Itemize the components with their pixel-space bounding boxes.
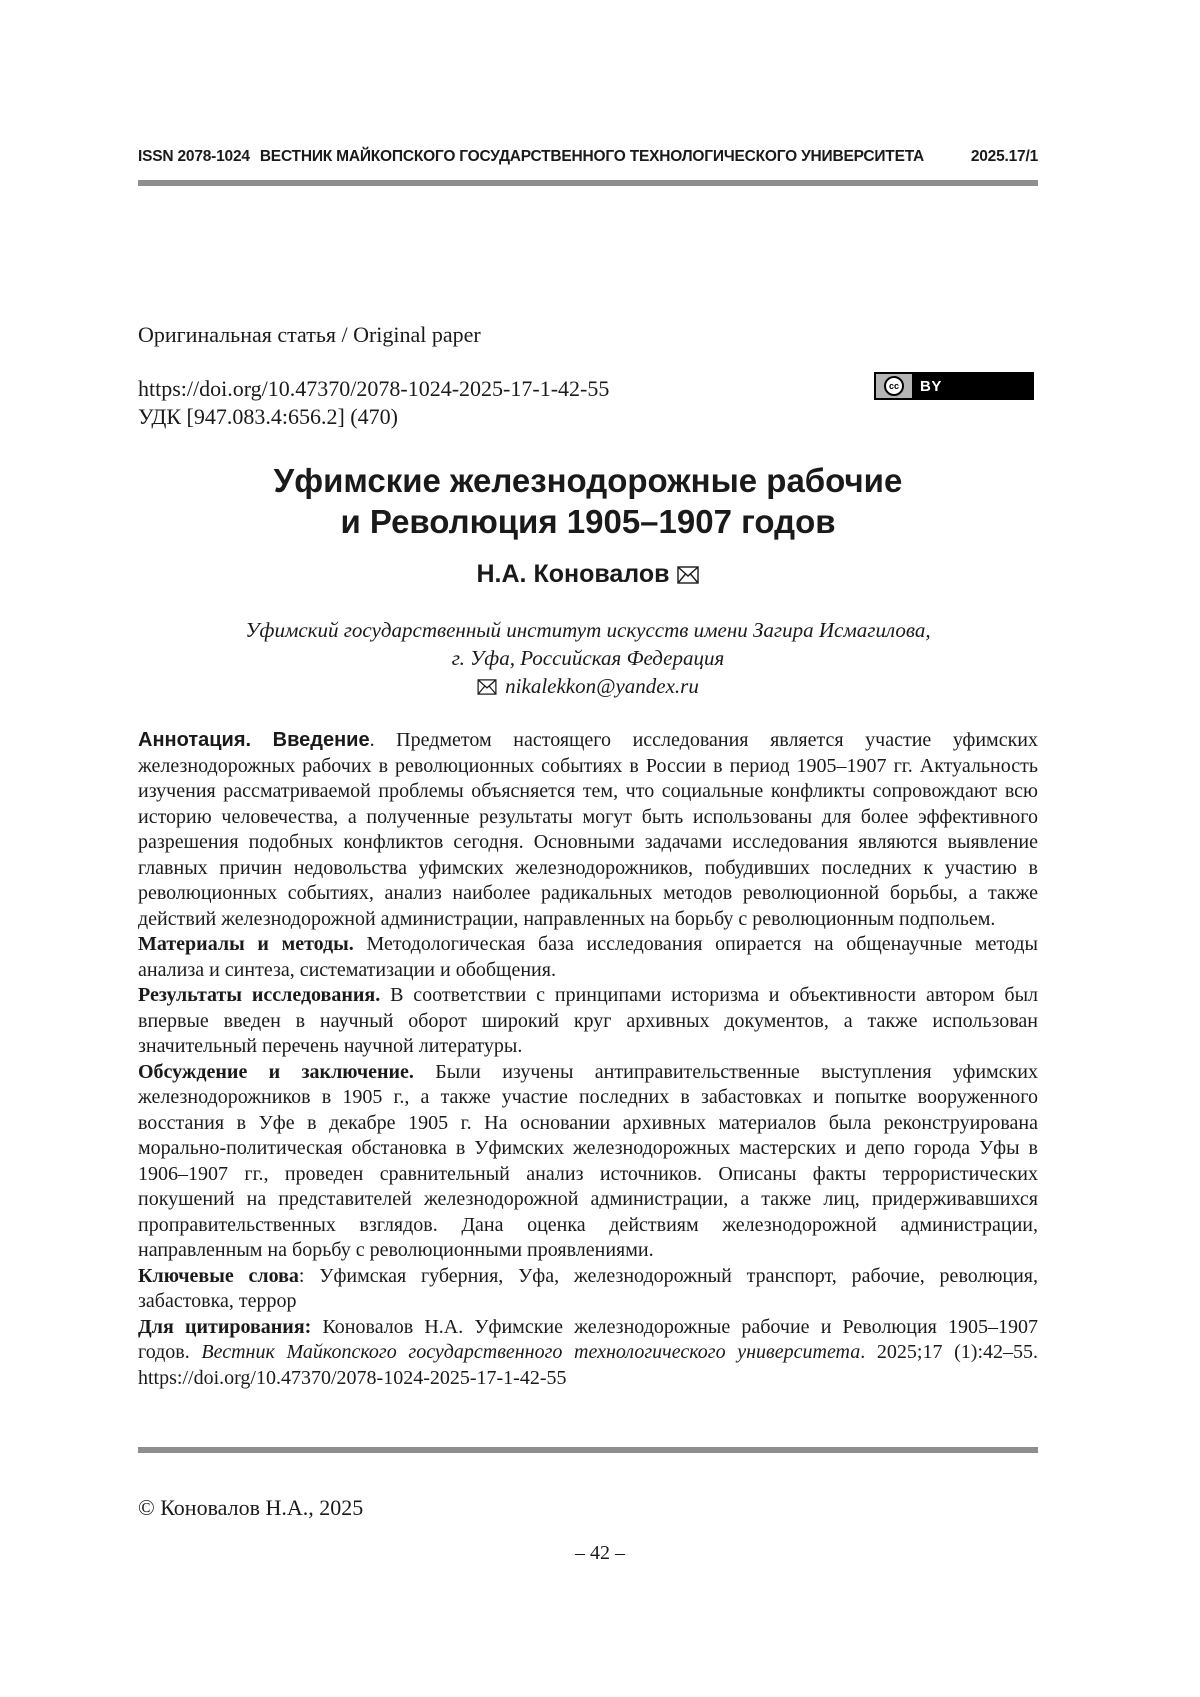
- cc-icon: cc: [884, 376, 904, 396]
- citation: [138, 1315, 1038, 1392]
- title-line-1: Уфимские железнодорожные рабочие: [273, 462, 903, 499]
- abstract-discussion: [138, 1060, 1038, 1264]
- affiliation-line-1: Уфимский государственный институт искусств имени Загира Исмагилова,: [245, 618, 931, 642]
- copyright-notice: © Коновалов Н.А., 2025: [138, 1495, 364, 1520]
- keywords-text: : Уфимская губерния, Уфа, железнодорожный транспорт, рабочие, революция, забастовка, террор: [138, 1264, 1039, 1312]
- intro-text: . Предметом настоящего исследования является участие уфимских железнодорожных рабочих в революционных событиях в России в период 1905–1907 гг. Актуальность изучения рассматриваемой проблемы объясняется тем, что социальные конфликты сопровождают всю историю человечества, а полученные результаты могут быть использованы для более эффективного разрешения подобных конфликтов сегодня. Основными задачами исследования являются выявление главных причин недовольства уфимских железнодорожников, побудивших последних к участию в революционных событиях, анализ наиболее радикальных методов революционной борьбы, а также действий железнодорожной администрации, направленных на борьбу с революционным подпольем.: [138, 729, 1039, 930]
- running-header: [138, 148, 1038, 166]
- doi-link[interactable]: https://doi.org/10.47370/2078-1024-2025-17-1-42-55: [138, 376, 610, 401]
- citation-journal: Вестник Майкопского государственного технологического университета: [201, 1341, 861, 1363]
- discussion-label: Обсуждение и заключение.: [138, 1060, 414, 1083]
- header-divider: [138, 180, 1038, 186]
- keywords-label: Ключевые слова: [138, 1264, 299, 1287]
- citation-text: Коновалов Н.А. Уфимские железнодорожные рабочие и Революция 1905–1907 годов.: [138, 1315, 1039, 1363]
- running-header-left: [138, 148, 924, 166]
- keywords: [138, 1264, 1038, 1315]
- abstract-introduction: [138, 728, 1038, 932]
- results-text: В соответствии с принципами историзма и объективности автором был впервые введен в научный оборот широкий круг архивных документов, а также использован значительный перечень научной литературы.: [138, 984, 1038, 1057]
- methods-text: Методологическая база исследования опирается на общенаучные методы анализа и синтеза, систематизации и обобщения.: [138, 933, 1038, 981]
- page-number: – 42 –: [575, 1542, 625, 1564]
- envelope-icon: [677, 566, 699, 584]
- title-line-2: и Революция 1905–1907 годов: [340, 503, 836, 540]
- by-label: BY: [920, 377, 942, 395]
- udk-code: УДК [947.083.4:656.2] (470): [138, 404, 398, 429]
- affiliation-line-2: г. Уфа, Российская Федерация: [451, 646, 725, 670]
- abstract-label: Аннотация.: [138, 729, 252, 751]
- methods-label: Материалы и методы.: [138, 933, 354, 955]
- cc-logo-block: [876, 374, 912, 398]
- journal-name: ВЕСТНИК МАЙКОПСКОГО ГОСУДАРСТВЕННОГО ТЕХНОЛОГИЧЕСКОГО УНИВЕРСИТЕТА: [259, 148, 924, 165]
- abstract-results: [138, 983, 1038, 1060]
- issn-label: ISSN 2078-1024: [138, 148, 250, 165]
- cc-by-license-badge[interactable]: [874, 372, 1034, 400]
- issue-number: 2025.17/1: [970, 148, 1038, 165]
- footer-divider: [138, 1447, 1038, 1453]
- intro-label: Введение: [272, 729, 370, 751]
- citation-tail: . 2025;17 (1):42–55. https://doi.org/10.47370/2078-1024-2025-17-1-42-55: [138, 1341, 1038, 1389]
- affiliation-block: [138, 616, 1038, 700]
- abstract: [138, 728, 1038, 1391]
- citation-label: Для цитирования:: [138, 1315, 312, 1338]
- email-line: [138, 672, 1038, 700]
- abstract-methods: [138, 932, 1038, 983]
- envelope-icon: [477, 679, 497, 695]
- discussion-text: Были изучены антиправительственные выступления уфимских железнодорожников в 1905 г., а также участие последних в забастовках и попытке вооруженного восстания в Уфе в декабре 1905 г. На основании архивных материалов была реконструирована морально-политическая обстановка в Уфимских железнодорожных мастерских и депо города Уфы в 1906–1907 гг., проведен сравнительный анализ источников. Описаны факты террористических покушений на представителей железнодорожной администрации, а также лиц, придерживавшихся проправительственных взглядов. Дана оценка действиям железнодорожной администрации, направленным на борьбу с революционными проявлениями.: [138, 1060, 1038, 1261]
- author-line: [138, 560, 1038, 589]
- author-email[interactable]: nikalekkon@yandex.ru: [505, 674, 699, 698]
- article-type: Оригинальная статья / Original paper: [138, 322, 481, 347]
- article-title: [138, 460, 1038, 542]
- results-label: Результаты исследования.: [138, 984, 381, 1006]
- author-name: Н.А. Коновалов: [476, 560, 670, 588]
